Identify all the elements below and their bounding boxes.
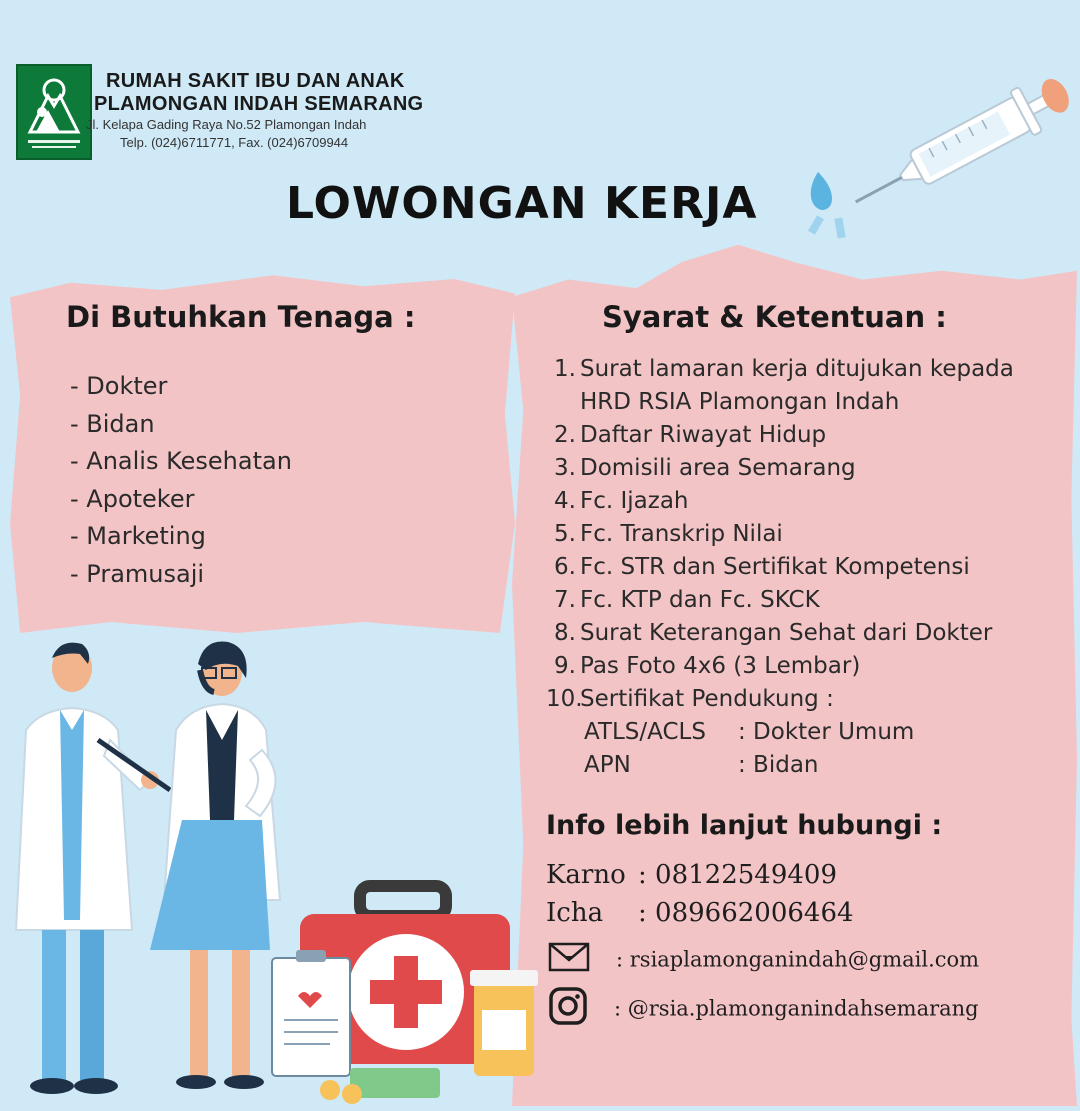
item-number: 2. bbox=[554, 422, 576, 448]
contact-title: Info lebih lanjut hubungi : bbox=[546, 810, 943, 841]
email-row[interactable] bbox=[548, 942, 979, 977]
list-item bbox=[546, 518, 1014, 551]
certificate-key: ATLS/ACLS bbox=[584, 719, 706, 745]
item-text: Fc. Ijazah bbox=[580, 488, 689, 514]
roles-list bbox=[70, 368, 292, 594]
list-item bbox=[546, 485, 1014, 518]
contact-row bbox=[546, 860, 837, 890]
item-number: 8. bbox=[554, 620, 576, 646]
item-number: 7. bbox=[554, 587, 576, 613]
certificate-value: : Dokter Umum bbox=[738, 719, 915, 745]
envelope-icon bbox=[548, 942, 590, 977]
contact-phone: : 089662006464 bbox=[638, 898, 854, 928]
syringe-illustration bbox=[800, 60, 1080, 250]
item-text: Surat Keterangan Sehat dari Dokter bbox=[580, 620, 993, 646]
email-address[interactable]: : rsiaplamonganindah@gmail.com bbox=[616, 947, 980, 972]
list-item: - Marketing bbox=[70, 522, 206, 551]
contact-row bbox=[546, 898, 854, 928]
page-title: LOWONGAN KERJA bbox=[286, 178, 758, 229]
certificate-row bbox=[546, 716, 1014, 749]
list-item bbox=[546, 617, 1014, 650]
item-number: 4. bbox=[554, 488, 576, 514]
org-address: Jl. Kelapa Gading Raya No.52 Plamongan Indah bbox=[86, 117, 367, 132]
contact-name: Icha bbox=[546, 898, 604, 928]
item-text: Daftar Riwayat Hidup bbox=[580, 422, 827, 448]
list-item bbox=[546, 386, 1014, 419]
contact-name: Karno bbox=[546, 860, 626, 890]
list-item bbox=[546, 551, 1014, 584]
requirements-title: Syarat & Ketentuan : bbox=[602, 300, 947, 334]
item-number: 5. bbox=[554, 521, 576, 547]
item-text: Domisili area Semarang bbox=[580, 455, 856, 481]
item-number: 9. bbox=[554, 653, 576, 679]
requirements-list bbox=[546, 353, 1014, 782]
list-item bbox=[546, 683, 1014, 716]
list-item bbox=[546, 584, 1014, 617]
org-name-line1: RUMAH SAKIT IBU DAN ANAK bbox=[106, 70, 405, 92]
list-item bbox=[546, 650, 1014, 683]
item-number: 10. bbox=[546, 686, 583, 712]
certificate-row bbox=[546, 749, 1014, 782]
instagram-handle[interactable]: : @rsia.plamonganindahsemarang bbox=[614, 996, 979, 1021]
item-number: 1. bbox=[554, 356, 576, 382]
list-item: - Dokter bbox=[70, 372, 168, 400]
contact-phone: : 08122549409 bbox=[638, 860, 837, 890]
item-text: Fc. Transkrip Nilai bbox=[580, 521, 783, 547]
item-text: Surat lamaran kerja ditujukan kepada bbox=[580, 356, 1014, 382]
item-text: Pas Foto 4x6 (3 Lembar) bbox=[580, 653, 861, 679]
org-phone: Telp. (024)6711771, Fax. (024)6709944 bbox=[120, 135, 349, 150]
item-text: Sertifikat Pendukung : bbox=[580, 686, 834, 712]
list-item: - Apoteker bbox=[70, 484, 195, 513]
instagram-row[interactable] bbox=[548, 986, 979, 1031]
item-text: HRD RSIA Plamongan Indah bbox=[580, 389, 900, 415]
org-name-line2: PLAMONGAN INDAH SEMARANG bbox=[94, 93, 424, 115]
first-aid-kit-illustration bbox=[260, 880, 550, 1111]
instagram-icon bbox=[548, 986, 588, 1031]
list-item: - Pramusaji bbox=[70, 559, 205, 588]
item-text: Fc. KTP dan Fc. SKCK bbox=[580, 587, 820, 613]
hospital-logo bbox=[16, 64, 92, 160]
roles-title: Di Butuhkan Tenaga : bbox=[66, 300, 416, 334]
certificate-value: : Bidan bbox=[738, 752, 819, 778]
list-item bbox=[546, 419, 1014, 452]
item-text: Fc. STR dan Sertifikat Kompetensi bbox=[580, 554, 970, 580]
list-item bbox=[546, 353, 1014, 386]
list-item: - Analis Kesehatan bbox=[70, 447, 292, 476]
certificate-key: APN bbox=[584, 752, 631, 778]
item-number: 6. bbox=[554, 554, 576, 580]
item-number: 3. bbox=[554, 455, 576, 481]
list-item: - Bidan bbox=[70, 409, 155, 438]
list-item bbox=[546, 452, 1014, 485]
